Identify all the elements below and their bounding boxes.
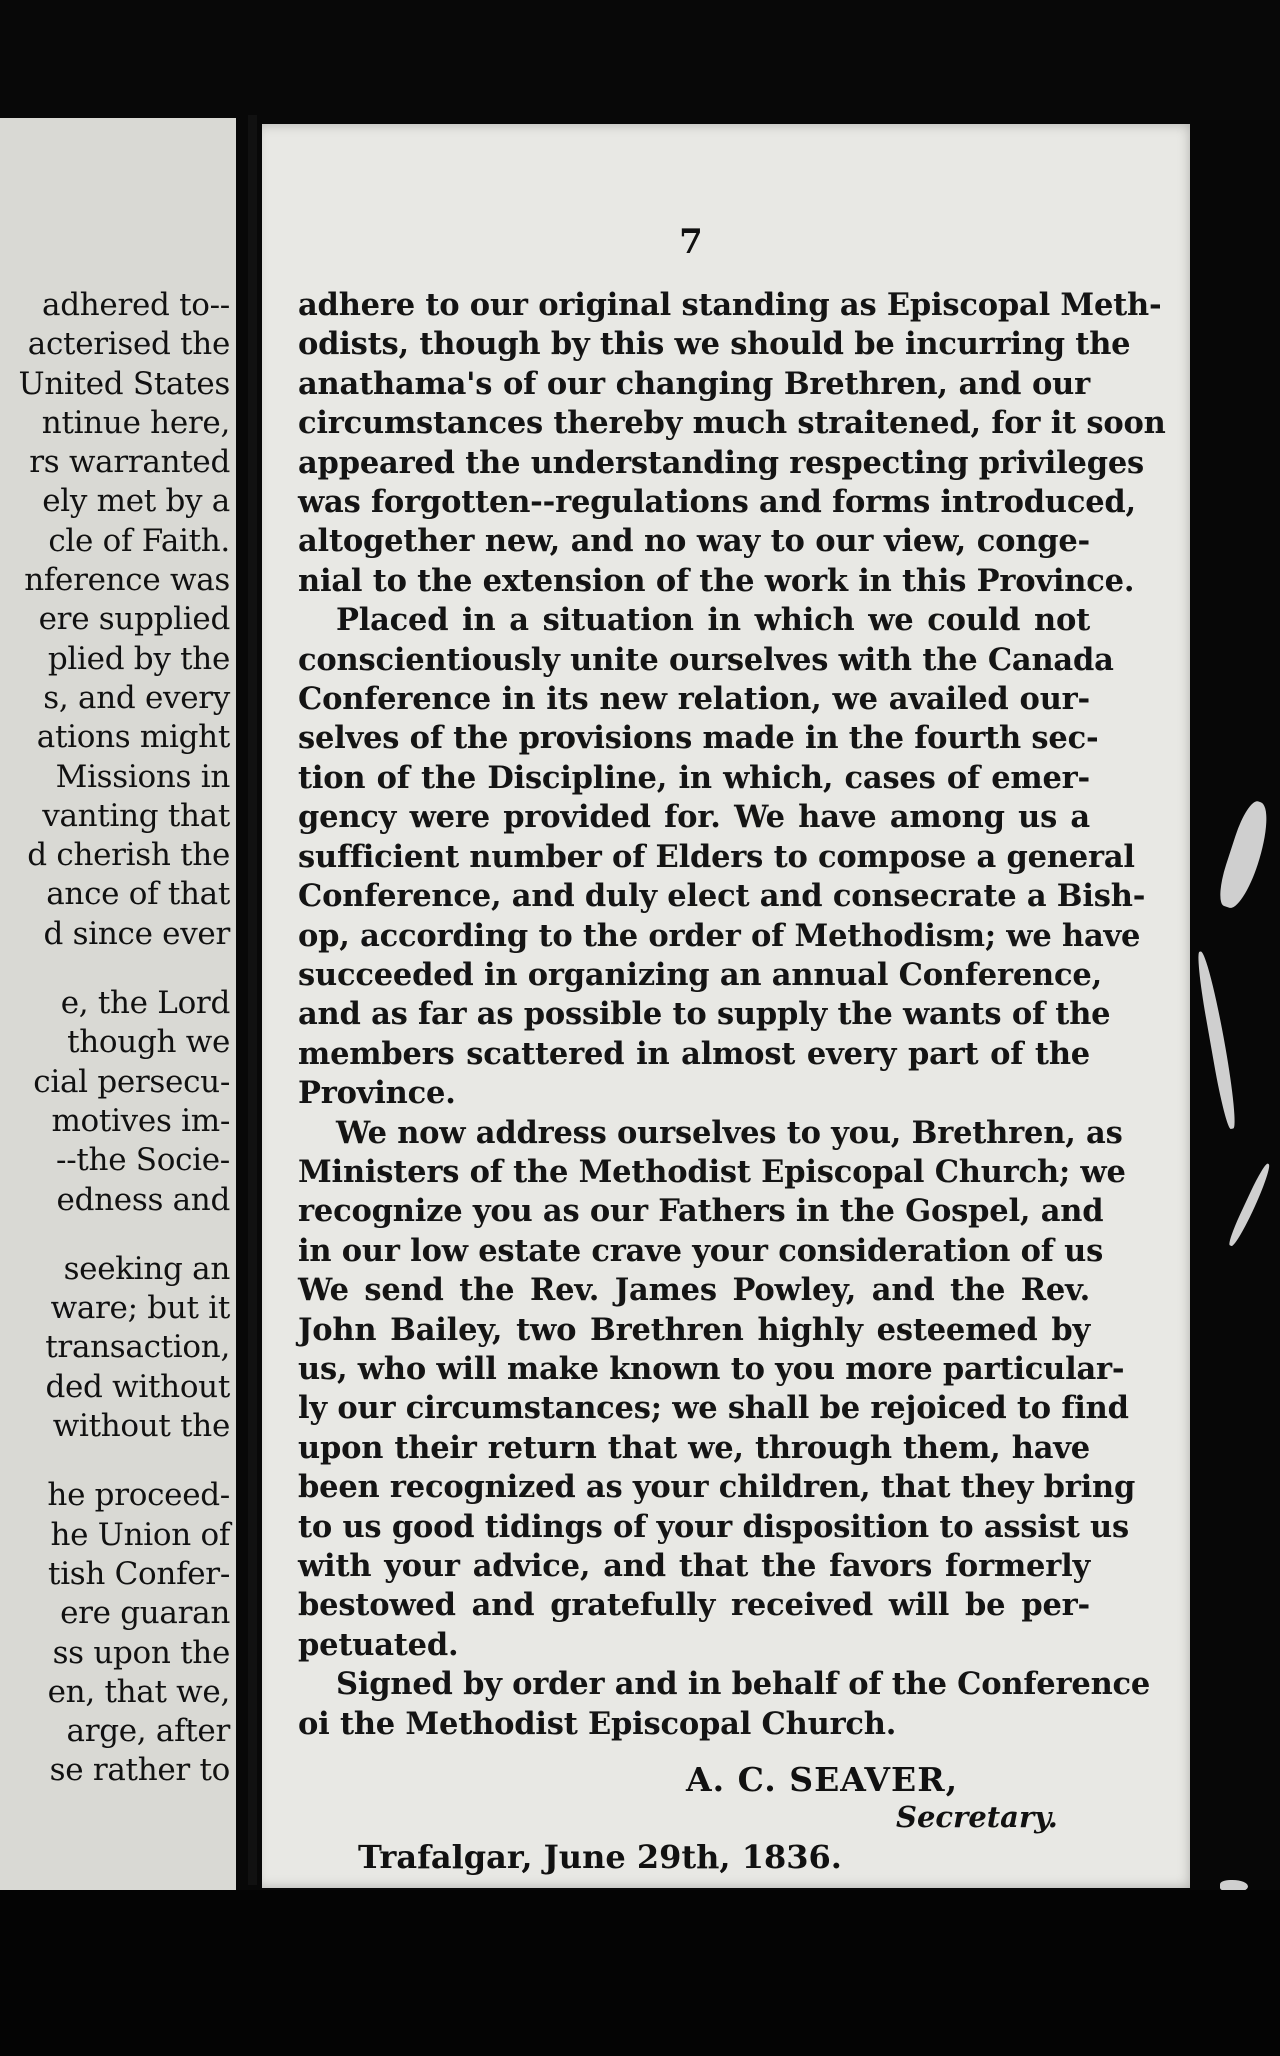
signature-title: Secretary. bbox=[896, 1800, 1058, 1834]
left-line: though we bbox=[67, 1024, 230, 1061]
text-line: nial to the extension of the work in this Province. bbox=[298, 562, 1135, 599]
left-line: he proceed- bbox=[47, 1477, 230, 1514]
left-line: arge, after bbox=[66, 1713, 230, 1750]
text-line: with your advice, and that the favors formerly bbox=[298, 1548, 1090, 1584]
text-line: members scattered in almost every part of the bbox=[298, 1035, 1090, 1072]
text-line: John Bailey, two Brethren highly esteemed by bbox=[298, 1311, 1090, 1348]
text-line: been recognized as your children, that they bring bbox=[298, 1469, 1136, 1506]
text-line: appeared the understanding respecting privileges bbox=[298, 444, 1144, 481]
text-line: upon their return that we, through them, have bbox=[298, 1429, 1090, 1466]
left-line: se rather to bbox=[49, 1752, 230, 1789]
left-line: ations might bbox=[36, 719, 230, 756]
text-line: tion of the Discipline, in which, cases of emer- bbox=[298, 759, 1090, 796]
signature-name: A. C. SEAVER, bbox=[686, 1760, 959, 1799]
marble-vein bbox=[1194, 950, 1239, 1130]
text-line: op, according to the order of Methodism; we have bbox=[298, 917, 1141, 954]
left-line: seeking an bbox=[63, 1250, 230, 1287]
text-line: us, who will make known to you more particular- bbox=[298, 1350, 1125, 1387]
text-line: petuated. bbox=[298, 1626, 459, 1663]
left-line: rs warranted bbox=[29, 444, 230, 481]
left-line bbox=[0, 1446, 230, 1476]
text-line: conscientiously unite ourselves with the Canada bbox=[298, 641, 1114, 678]
left-line: cle of Faith. bbox=[48, 522, 230, 559]
text-line: and as far as possible to supply the wants of the bbox=[298, 996, 1111, 1033]
left-line: Missions in bbox=[55, 758, 230, 795]
left-line: e, the Lord bbox=[60, 985, 230, 1022]
text-line: adhere to our original standing as Episcopal Meth- bbox=[298, 287, 1162, 323]
body-text bbox=[298, 286, 1166, 1744]
gutter-rule bbox=[248, 115, 257, 1885]
text-line: in our low estate crave your consideration of us bbox=[298, 1232, 1104, 1269]
left-line: plied by the bbox=[47, 640, 230, 677]
text-line: recognize you as our Fathers in the Gospel, and bbox=[298, 1193, 1104, 1230]
left-line bbox=[0, 954, 230, 984]
left-line: without the bbox=[52, 1408, 230, 1445]
text-line: ly our circumstances; we shall be rejoiced to find bbox=[298, 1390, 1129, 1427]
text-line: Ministers of the Methodist Episcopal Church; we bbox=[298, 1153, 1126, 1190]
left-line: ance of that bbox=[46, 876, 230, 913]
text-line: Signed by order and in behalf of the Conference bbox=[336, 1666, 1151, 1703]
text-line: was forgotten--regulations and forms introduced, bbox=[298, 484, 1136, 521]
text-line: sufficient number of Elders to compose a general bbox=[298, 838, 1135, 875]
text-line: anathama's of our changing Brethren, and our bbox=[298, 365, 1090, 402]
marbled-edge bbox=[1190, 120, 1280, 1890]
left-page bbox=[0, 118, 236, 1890]
left-line: ware; but it bbox=[50, 1290, 230, 1327]
text-line: Conference, and duly elect and consecrate a Bish- bbox=[298, 878, 1146, 915]
left-line: edness and bbox=[56, 1181, 230, 1218]
left-line: United States bbox=[18, 365, 230, 402]
left-page-text bbox=[0, 286, 230, 1791]
left-line: tish Confer- bbox=[48, 1555, 230, 1592]
text-line: We now address ourselves to you, Brethren, as bbox=[336, 1114, 1123, 1151]
left-line: ely met by a bbox=[42, 483, 230, 520]
left-line: ntinue here, bbox=[41, 404, 230, 441]
text-line: We send the Rev. James Powley, and the Rev. bbox=[298, 1272, 1090, 1309]
left-line: cial persecu- bbox=[33, 1063, 230, 1100]
text-line: selves of the provisions made in the fourth sec- bbox=[298, 720, 1099, 757]
page-number: 7 bbox=[679, 222, 703, 262]
left-line: d cherish the bbox=[27, 837, 230, 874]
text-line: Province. bbox=[298, 1075, 456, 1112]
left-line: transaction, bbox=[45, 1329, 230, 1366]
left-line: acterised the bbox=[27, 326, 230, 363]
text-line: circumstances thereby much straitened, for it soon bbox=[298, 405, 1166, 442]
text-line: oi the Methodist Episcopal Church. bbox=[298, 1705, 897, 1742]
left-line: ss upon the bbox=[52, 1634, 230, 1671]
left-line: motives im- bbox=[51, 1102, 230, 1139]
left-line bbox=[0, 1220, 230, 1250]
left-line: vanting that bbox=[42, 797, 230, 834]
marble-vein bbox=[1226, 1162, 1273, 1248]
left-line: s, and every bbox=[43, 679, 230, 716]
left-line: adhered to-- bbox=[42, 287, 230, 323]
text-line: Conference in its new relation, we availed our- bbox=[298, 681, 1090, 718]
left-line: ere guaran bbox=[60, 1595, 230, 1632]
left-line: he Union of bbox=[50, 1516, 230, 1553]
left-line: d since ever bbox=[43, 915, 230, 952]
left-line: en, that we, bbox=[47, 1673, 230, 1710]
text-line: succeeded in organizing an annual Conference, bbox=[298, 956, 1103, 993]
left-line: --the Socie- bbox=[56, 1142, 230, 1179]
marble-vein bbox=[1214, 798, 1277, 912]
left-line: ded without bbox=[45, 1368, 230, 1405]
text-line: to us good tidings of your disposition to assist us bbox=[298, 1508, 1129, 1545]
left-line: ere supplied bbox=[38, 601, 230, 638]
text-line: altogether new, and no way to our view, conge- bbox=[298, 523, 1090, 560]
text-line: Placed in a situation in which we could not bbox=[336, 602, 1090, 639]
dateline: Trafalgar, June 29th, 1836. bbox=[358, 1838, 842, 1876]
text-line: odists, though by this we should be incurring the bbox=[298, 326, 1131, 363]
left-line: nference was bbox=[24, 562, 230, 599]
text-line: bestowed and gratefully received will be per- bbox=[298, 1587, 1090, 1624]
text-line: gency were provided for. We have among us a bbox=[298, 799, 1090, 836]
bottom-band bbox=[0, 1890, 1280, 2056]
